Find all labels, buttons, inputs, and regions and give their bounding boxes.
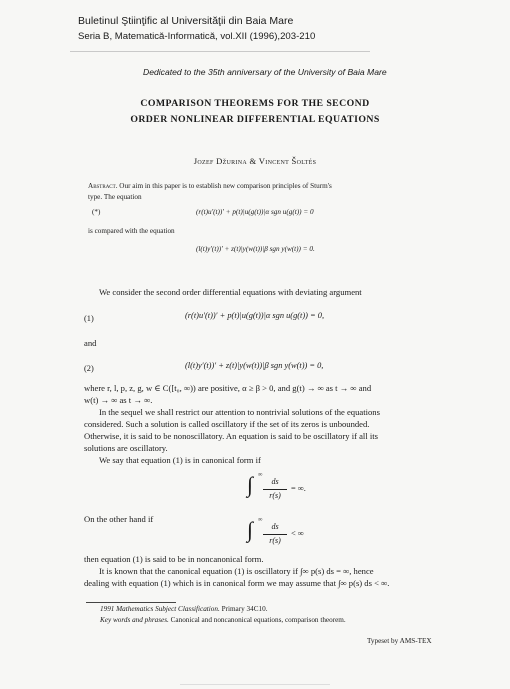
- abstract-line-2: type. The equation: [88, 193, 142, 201]
- and-word: and: [84, 338, 97, 348]
- integral-sign-1: ∫: [247, 472, 254, 497]
- sequel-line-2: considered. Such a solution is called oscillatory if the set of its zeros is unbounded.: [84, 419, 370, 429]
- header-rule: [70, 51, 370, 52]
- journal-series: Seria B, Matematică-Informatică, vol.XII (1996),203-210: [78, 31, 316, 42]
- abstract-text-1: Our aim in this paper is to establish new comparison principles of Sturm's: [119, 182, 332, 190]
- abstract-line-1: [88, 182, 332, 190]
- eq-star-tag: (*): [92, 208, 101, 216]
- abstract-compared: is compared with the equation: [88, 227, 175, 235]
- int1-fraction-bar: [263, 489, 287, 490]
- sequel-line-4: solutions are oscillatory.: [84, 443, 168, 453]
- integral-1-upper: ∞: [258, 472, 263, 478]
- dedication: Dedicated to the 35th anniversary of the University of Baia Mare: [143, 67, 387, 77]
- authors: Jozef Džurina & Vincent Šoltés: [193, 156, 317, 166]
- canonical-sentence: We say that equation (1) is in canonical form if: [99, 455, 261, 465]
- where-line-2: w(t) → ∞ as t → ∞.: [84, 395, 153, 405]
- eq2: (l(t)y′(t))′ + z(t)|y(w(t))|β sgn y(w(t)) = 0,: [185, 361, 324, 370]
- sequel-line-3: Otherwise, it is said to be nonoscillatory. An equation is said to be oscillatory if all its: [84, 431, 378, 441]
- eq1: (r(t)u′(t))′ + p(t)|u(g(t))|α sgn u(g(t)) = 0,: [185, 311, 325, 320]
- int1-rhs: = ∞.: [291, 484, 306, 493]
- keywords-label: Key words and phrases.: [100, 616, 169, 624]
- keywords-value: Canonical and noncanonical equations, comparison theorem.: [170, 616, 346, 624]
- bottom-scan-line: [180, 684, 330, 685]
- paper-title-line-2: ORDER NONLINEAR DIFFERENTIAL EQUATIONS: [130, 114, 380, 125]
- known-line-2: dealing with equation (1) which is in canonical form we may assume that ∫∞ p(s) ds < ∞.: [84, 578, 390, 588]
- intro-paragraph: We consider the second order differential equations with deviating argument: [99, 287, 362, 297]
- abstract-label: Abstract.: [88, 182, 118, 190]
- int2-rhs: < ∞: [291, 529, 304, 538]
- int2-numerator: ds: [271, 522, 279, 531]
- footnote-msc: [100, 605, 268, 613]
- int1-numerator: ds: [271, 477, 279, 486]
- known-line-1: It is known that the canonical equation (1) is oscillatory if ∫∞ p(s) ds = ∞, hence: [99, 566, 374, 576]
- integral-2-upper: ∞: [258, 517, 263, 523]
- where-line-1: where r, l, p, z, g, w ∈ C([t₀, ∞)) are positive, α ≥ β > 0, and g(t) → ∞ as t → ∞ and: [84, 383, 372, 393]
- eq-second-abstract: (l(t)y′(t))′ + z(t)|y(w(t))|β sgn y(w(t)) = 0.: [196, 245, 315, 253]
- typeset-note: Typeset by AMS-TEX: [367, 637, 432, 645]
- int2-fraction-bar: [263, 534, 287, 535]
- noncanonical-sentence: then equation (1) is said to be in noncanonical form.: [84, 554, 264, 564]
- int1-denominator: r(s): [269, 491, 281, 500]
- msc-label: 1991 Mathematics Subject Classification.: [100, 605, 220, 613]
- other-hand: On the other hand if: [84, 514, 154, 524]
- journal-title: Buletinul Ştiinţific al Universităţii din Baia Mare: [78, 15, 294, 27]
- int2-denominator: r(s): [269, 536, 281, 545]
- footnote-keywords: [100, 616, 346, 624]
- eq2-tag: (2): [84, 364, 94, 373]
- eq-star: (r(t)u′(t))′ + p(t)|u(g(t))|α sgn u(g(t)) = 0: [196, 208, 314, 216]
- integral-sign-2: ∫: [247, 517, 254, 542]
- sequel-line-1: In the sequel we shall restrict our attention to nontrivial solutions of the equations: [99, 407, 380, 417]
- footnote-rule: [86, 602, 176, 603]
- eq1-tag: (1): [84, 314, 94, 323]
- msc-value: Primary 34C10.: [221, 605, 268, 613]
- paper-title-line-1: COMPARISON THEOREMS FOR THE SECOND: [140, 98, 370, 109]
